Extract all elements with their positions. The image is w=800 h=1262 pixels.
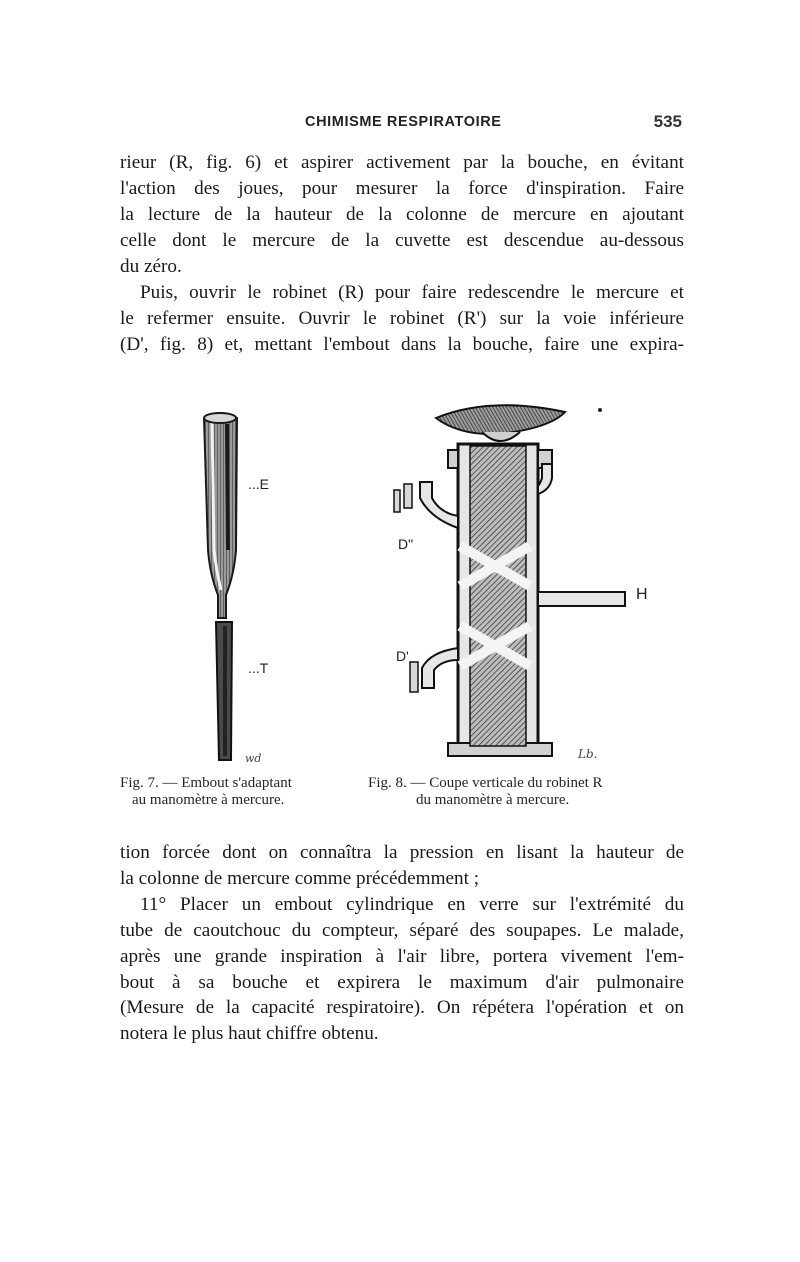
figure-7-label-e: ...E (248, 476, 270, 492)
svg-text:Lb.: Lb. (578, 747, 598, 761)
paragraph-3 (120, 840, 684, 1047)
figure-8-label-d-prime: D' (396, 648, 409, 664)
figure-7-label-t: ...T (248, 660, 269, 676)
caption-line: du manomètre à mercure. (416, 792, 570, 808)
text-line: après une grande inspiration à l'air libre, portera vivement l'em- (120, 945, 684, 967)
paragraph-2 (120, 280, 684, 358)
text-line: l'action des joues, pour mesurer la force d'inspiration. Faire (120, 177, 684, 199)
text-line: 11° Placer un embout cylindrique en verre sur l'extrémité du (140, 893, 684, 915)
text-line: tion forcée dont on connaîtra la pression en lisant la hauteur de (120, 842, 684, 863)
text-line: (D', fig. 8) et, mettant l'embout dans la bouche, faire une expira- (120, 333, 684, 355)
caption-line: Fig. 8. — Coupe verticale du robinet R (368, 775, 603, 791)
figure-7-caption (120, 775, 292, 809)
text-line: du zéro. (120, 255, 182, 277)
figure-8-caption (368, 775, 603, 809)
text-line: (Mesure de la capacité respiratoire). On répétera l'opération et on (120, 997, 684, 1019)
figure-8-label-h: H (636, 586, 648, 603)
text-line: bout à sa bouche et expirera le maximum d'air pulmonaire (120, 971, 684, 993)
text-line: le refermer ensuite. Ouvrir le robinet (R') sur la voie inférieure (120, 307, 684, 329)
text-line: rieur (R, fig. 6) et aspirer activement par la bouche, en évitant (120, 152, 684, 173)
text-line: notera le plus haut chiffre obtenu. (120, 1023, 379, 1045)
caption-line: au manomètre à mercure. (132, 792, 285, 808)
paragraph-1 (120, 150, 684, 280)
figure-8-stopcock-section (390, 398, 650, 770)
figure-8-label-d-double: D" (398, 536, 414, 552)
svg-text:wd: wd (245, 752, 262, 765)
text-line: celle dont le mercure de la cuvette est descendue au-dessous (120, 229, 684, 251)
text-line: tube de caoutchouc du compteur, séparé des soupapes. Le malade, (120, 919, 684, 941)
caption-line: Fig. 7. — Embout s'adaptant (120, 775, 292, 791)
text-line: Puis, ouvrir le robinet (R) pour faire redescendre le mercure et (140, 282, 684, 303)
text-line: la colonne de mercure comme précédemment ; (120, 867, 480, 889)
figure-7-mouthpiece-illustration (190, 400, 310, 770)
text-line: la lecture de la hauteur de la colonne de mercure en ajoutant (120, 203, 684, 225)
page-header (120, 114, 680, 138)
page-number: 535 (653, 112, 682, 131)
running-head: CHIMISME RESPIRATOIRE (305, 114, 502, 130)
